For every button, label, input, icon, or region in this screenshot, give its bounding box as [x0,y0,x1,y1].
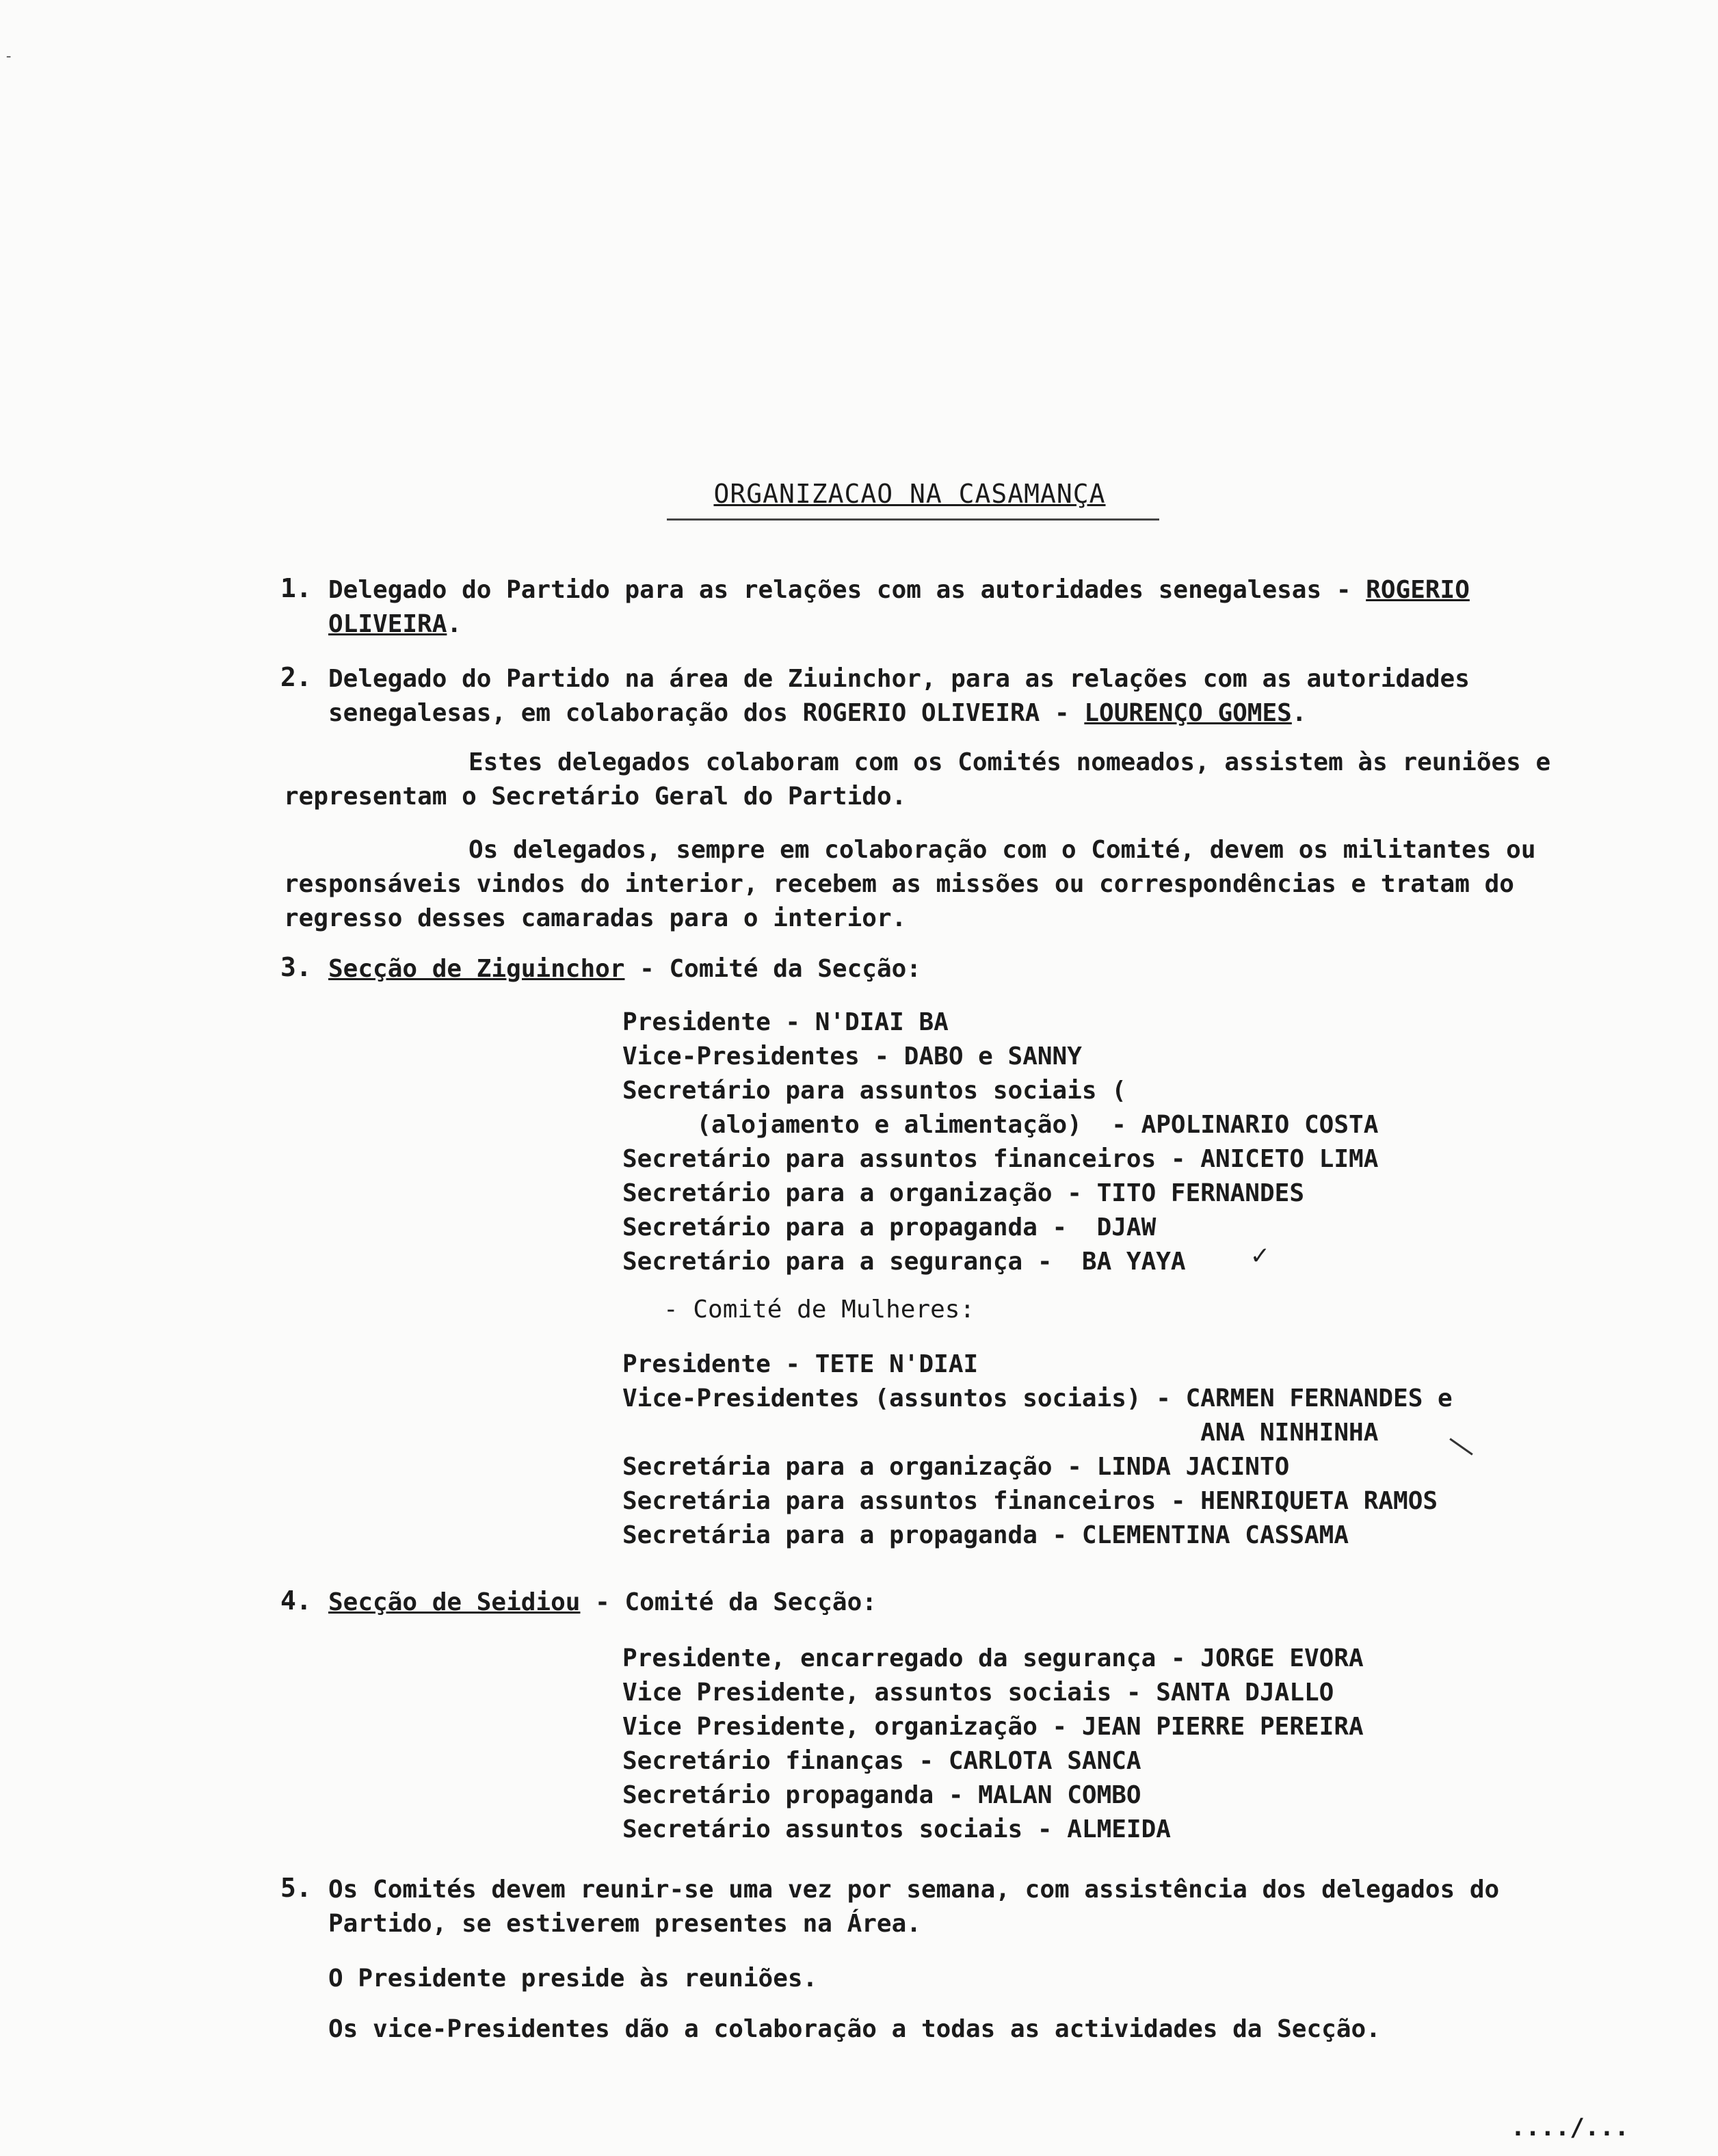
roster-line: Vice-Presidentes (assuntos sociais) - CARMEN FERNANDES e [622,1384,1453,1412]
roster-line: ANA NINHINHA [622,1419,1379,1447]
roster-line: Presidente - TETE N'DIAI [622,1350,979,1378]
roster-line: Secretária para assuntos financeiros - HENRIQUETA RAMOS [622,1487,1438,1515]
section-5-line-3: Os vice-Presidentes dão a colaboração a todas as actividades da Secção. [328,2015,1381,2043]
section-5-line-2: O Presidente preside às reuniões. [328,1964,818,1993]
title-underline [667,518,1159,521]
roster-line: Secretário para a propaganda - DJAW [622,1213,1157,1241]
section-3-roster [622,1005,1378,1279]
section-4-roster [622,1642,1364,1847]
roster-line: Vice-Presidentes - DABO e SANNY [622,1042,1082,1070]
item-1-end: . [447,610,462,638]
delegates-paragraph: Estes delegados colaboram com os Comités nomeados, assistem às reuniões e representam o Secretário Geral do Partido. [284,748,1551,811]
section-3-heading: Secção de Ziguinchor [328,955,625,983]
section-5-text: Os Comités devem reunir-se uma vez por semana, com assistência dos delegados do Partido, se estiverem presentes na Área. [328,1876,1500,1938]
item-2-body: Delegado do Partido na área de Ziuinchor, para as relações com as autoridades senegalesas, em colaboração dos ROGERIO OLIVEIRA - [328,665,1470,727]
continuation-mark: ..../... [1510,2114,1629,2142]
roster-line: Vice Presidente, assuntos sociais - SANTA DJALLO [622,1679,1334,1707]
item-2-end: . [1291,699,1307,727]
womens-committee-heading: - Comité de Mulheres: [663,1296,975,1324]
section-4-heading-line [328,1586,1423,1620]
margin-mark: - [4,48,14,65]
section-3-heading-line [328,952,1423,986]
section-4-number: 4. [280,1586,312,1616]
roster-line: Secretário finanças - CARLOTA SANCA [622,1747,1141,1775]
roster-line: Secretário para assuntos sociais ( [622,1077,1126,1105]
section-4-heading: Secção de Seidiou [328,1588,581,1616]
item-1-body: Delegado do Partido para as relações com as autoridades senegalesas - [328,576,1366,604]
section-3-number: 3. [280,952,312,982]
roster-line: Secretário para assuntos financeiros - ANICETO LIMA [622,1145,1379,1173]
document-title: ORGANIZACAO NA CASAMANÇA [713,479,1106,509]
item-2-text [328,662,1628,731]
item-1-name: ROGERIO OLIVEIRA [328,576,1470,638]
delegates-duties-paragraph: Os delegados, sempre em colaboração com o Comité, devem os militantes ou responsáveis vindos do interior, recebem as missões ou correspondências e tratam do regresso desses camaradas para o interior. [284,836,1536,932]
roster-line: Vice Presidente, organização - JEAN PIERRE PEREIRA [622,1713,1364,1741]
item-2-name: LOURENÇO GOMES [1084,699,1292,727]
roster-line: Presidente, encarregado da segurança - JORGE EVORA [622,1644,1364,1672]
roster-line: Secretária para a organização - LINDA JACINTO [622,1453,1290,1481]
pen-mark [1449,1438,1472,1455]
section-5-number: 5. [280,1873,312,1903]
section-3-sub: - Comité da Secção: [624,955,921,983]
section-4-sub: - Comité da Secção: [580,1588,877,1616]
roster-line: Secretário para a segurança - BA YAYA [622,1248,1186,1276]
item-2-number: 2. [280,662,312,692]
roster-line: Secretário assuntos sociais - ALMEIDA [622,1815,1171,1843]
item-1-number: 1. [280,573,312,603]
womens-committee-roster [622,1348,1453,1553]
item-1-text [328,573,1600,642]
check-mark-icon: ✓ [1252,1239,1269,1271]
roster-line: Presidente - N'DIAI BA [622,1008,949,1036]
roster-line: Secretário propaganda - MALAN COMBO [622,1781,1141,1809]
roster-line: Secretária para a propaganda - CLEMENTINA CASSAMA [622,1521,1349,1549]
roster-line: (alojamento e alimentação) - APOLINARIO COSTA [622,1111,1379,1139]
roster-line: Secretário para a organização - TITO FERNANDES [622,1179,1304,1207]
